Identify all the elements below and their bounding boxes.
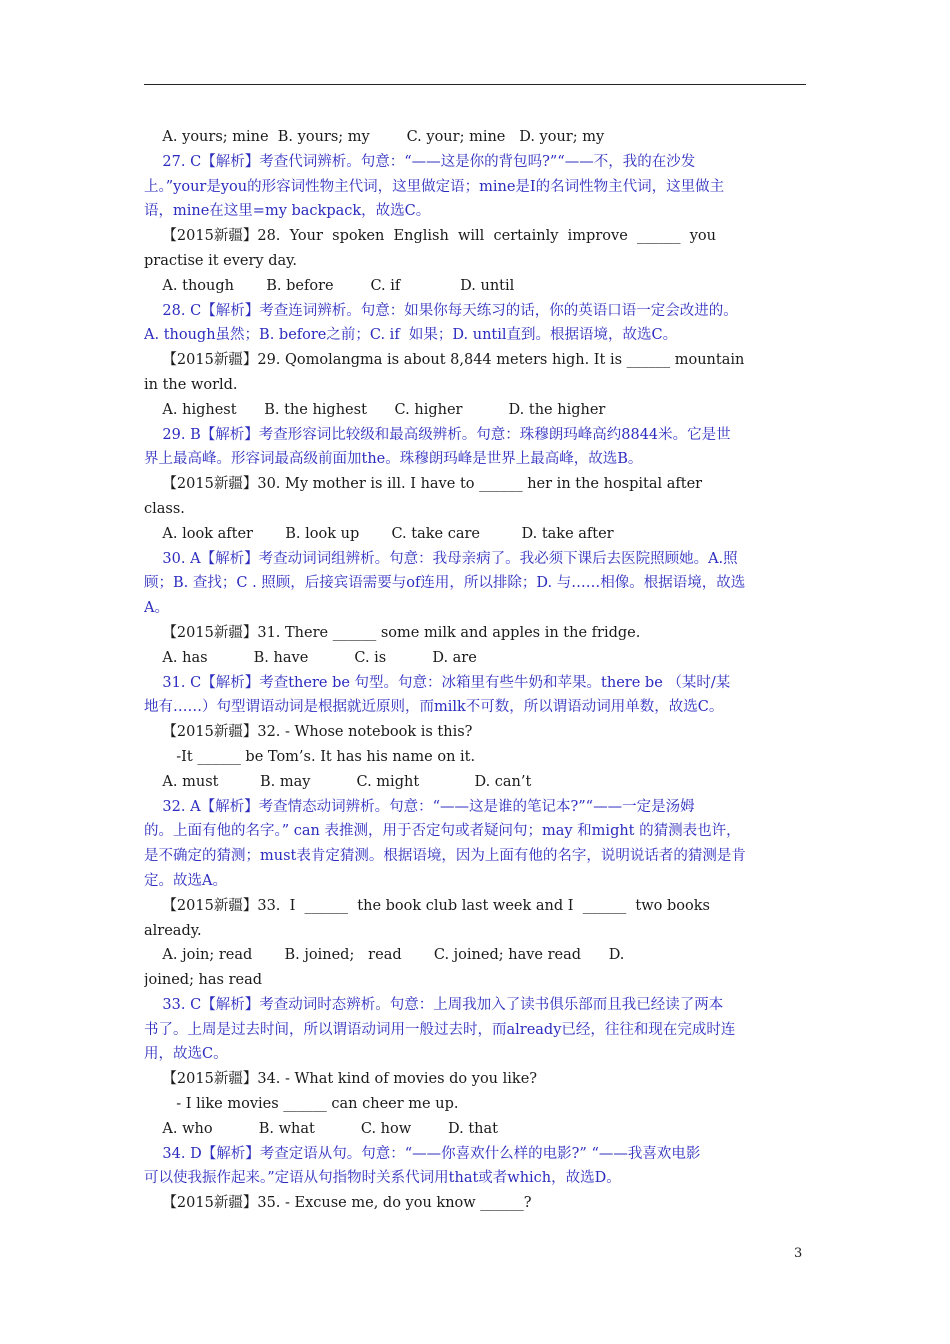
- question-line: A. must B. may C. might D. can’t: [144, 773, 532, 790]
- explanation-line: 32. A【解析】考查情态动词辨析。句意：“——这是谁的笔记本?”“——一定是汤姆: [144, 798, 695, 815]
- explanation-line: 27. C【解析】考查代词辨析。句意：“——这是你的背包吗?”“——不，我的在沙发: [144, 153, 696, 170]
- explanation-line: 是不确定的猜测；must表肯定猜测。根据语境，因为上面有他的名字，说明说话者的猜测是肯: [144, 848, 746, 865]
- question-line: class.: [144, 500, 185, 517]
- explanation-line: 的。上面有他的名字。” can 表推测，用于否定句或者疑问句；may 和might 的猜测表也许，: [144, 823, 741, 840]
- question-line: 【2015新疆】30. My mother is ill. I have to ______ her in the hospital after: [144, 476, 703, 493]
- question-line: A. highest B. the highest C. higher D. the higher: [144, 401, 606, 418]
- explanation-line: A. though虽然；B. before之前；C. if 如果；D. until直到。根据语境，故选C。: [144, 327, 678, 344]
- question-line: -It ______ be Tom’s. It has his name on it.: [144, 748, 476, 765]
- explanation-line: 界上最高峰。形容词最高级前面加the。珠穆朗玛峰是世界上最高峰，故选B。: [144, 451, 643, 468]
- explanation-line: 30. A【解析】考查动词词组辨析。句意：我母亲病了。我必须下课后去医院照顾她。A.照: [144, 550, 738, 567]
- question-line: joined; has read: [144, 972, 263, 989]
- page-number: 3: [794, 1246, 803, 1261]
- question-line: 【2015新疆】34. - What kind of movies do you like?: [144, 1071, 538, 1088]
- explanation-line: 可以使我振作起来。”定语从句指物时关系代词用that或者which，故选D。: [144, 1170, 621, 1187]
- question-line: in the world.: [144, 376, 238, 393]
- explanation-line: A。: [144, 600, 169, 617]
- question-line: A. though B. before C. if D. until: [144, 277, 515, 294]
- explanation-line: 顾；B. 查找；C . 照顾，后接宾语需要与of连用，所以排除；D. 与……相像。根据语境，故选: [144, 575, 746, 592]
- question-line: - I like movies ______ can cheer me up.: [144, 1096, 459, 1113]
- explanation-line: 上。”your是you的形容词性物主代词，这里做定语；mine是I的名词性物主代词，这里做主: [144, 178, 725, 195]
- explanation-line: 31. C【解析】考查there be 句型。句意：冰箱里有些牛奶和苹果。there be （某时/某: [144, 674, 731, 691]
- question-line: A. who B. what C. how D. that: [144, 1120, 498, 1137]
- question-line: practise it every day.: [144, 252, 298, 269]
- explanation-line: 28. C【解析】考查连词辨析。句意：如果你每天练习的话，你的英语口语一定会改进的。: [144, 302, 738, 319]
- explanation-line: 29. B【解析】考查形容词比较级和最高级辨析。句意：珠穆朗玛峰高约8844米。它是世: [144, 426, 731, 443]
- explanation-line: 地有……）句型谓语动词是根据就近原则，而milk不可数，所以谓语动词用单数，故选C。: [144, 699, 724, 716]
- explanation-line: 语，mine在这里=my backpack，故选C。: [144, 203, 431, 220]
- question-line: 【2015新疆】29. Qomolangma is about 8,844 meters high. It is ______ mountain: [144, 352, 745, 369]
- question-line: 【2015新疆】35. - Excuse me, do you know ______?: [144, 1195, 532, 1212]
- question-line: A. look after B. look up C. take care D. take after: [144, 525, 614, 542]
- question-line: A. has B. have C. is D. are: [144, 649, 477, 666]
- header-rule: [144, 84, 806, 85]
- question-line: A. yours; mine B. yours; my C. your; mine D. your; my: [144, 129, 605, 145]
- question-line: 【2015新疆】28. Your spoken English will certainly improve ______ you: [144, 228, 716, 245]
- question-line: 【2015新疆】31. There ______ some milk and apples in the fridge.: [144, 624, 641, 641]
- question-line: 【2015新疆】33. I ______ the book club last week and I ______ two books: [144, 897, 710, 914]
- question-line: 【2015新疆】32. - Whose notebook is this?: [144, 724, 473, 741]
- question-line: A. join; read B. joined; read C. joined; have read D.: [144, 947, 625, 964]
- explanation-line: 34. D【解析】考查定语从句。句意：“——你喜欢什么样的电影?” “——我喜欢电影: [144, 1145, 701, 1162]
- document-body: [144, 125, 806, 1216]
- explanation-line: 书了。上周是过去时间，所以谓语动词用一般过去时，而already已经，往往和现在完成时连: [144, 1021, 736, 1038]
- explanation-line: 33. C【解析】考查动词时态辨析。句意：上周我加入了读书俱乐部而且我已经读了两本: [144, 996, 724, 1013]
- explanation-line: 用，故选C。: [144, 1046, 228, 1063]
- question-line: already.: [144, 922, 202, 939]
- explanation-line: 定。故选A。: [144, 872, 227, 889]
